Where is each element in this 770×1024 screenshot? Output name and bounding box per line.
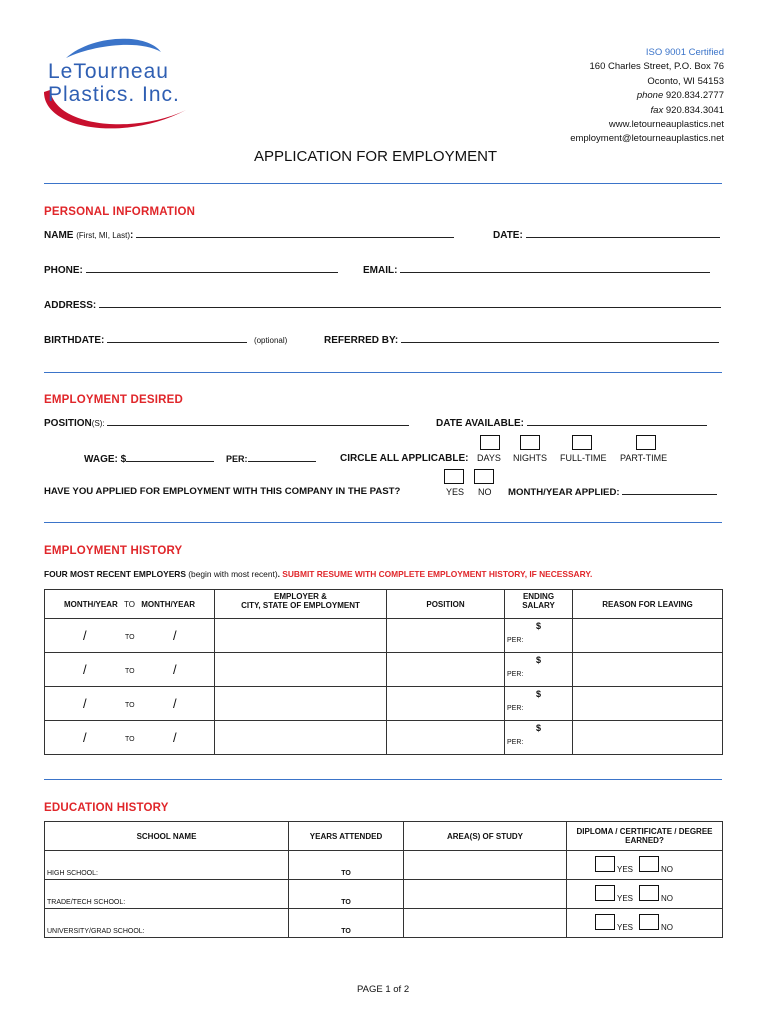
to-slash: / xyxy=(173,730,177,745)
phone-number: 920.834.2777 xyxy=(665,90,724,102)
table-row xyxy=(45,851,723,880)
col-area-of-study: AREA(S) OF STUDY xyxy=(404,822,567,851)
dates-cell[interactable] xyxy=(45,653,215,687)
col-reason: REASON FOR LEAVING xyxy=(573,590,723,619)
school-type: TRADE/TECH SCHOOL: xyxy=(47,899,126,906)
to-label: TO xyxy=(125,668,135,675)
table-row xyxy=(45,653,723,687)
iso-certification: ISO 9001 Certified xyxy=(645,47,724,58)
name-line xyxy=(136,229,454,238)
salary-cell[interactable] xyxy=(505,653,573,687)
intro-red: SUBMIT RESUME WITH COMPLETE EMPLOYMENT HISTORY, IF NECESSARY. xyxy=(282,569,593,579)
date-line xyxy=(526,229,720,238)
phone-line xyxy=(86,264,338,273)
to-label: TO xyxy=(125,736,135,743)
education-heading: EDUCATION HISTORY xyxy=(44,802,169,814)
logo-line1: LeTourneau xyxy=(48,60,169,83)
area-cell[interactable] xyxy=(404,909,567,938)
parttime-checkbox[interactable] xyxy=(636,435,656,450)
wage-per-field[interactable] xyxy=(226,453,316,465)
col-salary-line1: ENDING xyxy=(522,592,555,601)
employer-cell[interactable] xyxy=(215,687,387,721)
col-month-year xyxy=(45,590,215,619)
reason-cell[interactable] xyxy=(573,653,723,687)
wage-line xyxy=(126,453,214,462)
salary-per: PER: xyxy=(507,671,524,678)
salary-per: PER: xyxy=(507,637,524,644)
option-nights: NIGHTS xyxy=(513,453,548,463)
diploma-cell xyxy=(567,851,723,880)
birthdate-label: BIRTHDATE: xyxy=(44,335,105,346)
salary-per: PER: xyxy=(507,739,524,746)
referred-label: REFERRED BY: xyxy=(324,335,399,346)
date-label: DATE: xyxy=(493,230,523,241)
school-cell[interactable] xyxy=(45,851,289,880)
personal-info-heading: PERSONAL INFORMATION xyxy=(44,206,196,218)
diploma-yes-checkbox[interactable] xyxy=(595,856,615,872)
date-available-line xyxy=(527,417,707,426)
to-slash: / xyxy=(173,662,177,677)
col-diploma xyxy=(567,822,723,851)
from-slash: / xyxy=(83,662,87,677)
to-label: TO xyxy=(125,634,135,641)
option-days: DAYS xyxy=(477,453,501,463)
address-label: ADDRESS: xyxy=(44,300,97,311)
email-field[interactable] xyxy=(363,264,710,276)
fax-label: fax xyxy=(650,104,664,116)
school-cell[interactable] xyxy=(45,880,289,909)
dates-cell[interactable] xyxy=(45,721,215,755)
position-cell[interactable] xyxy=(387,687,505,721)
salary-cell[interactable] xyxy=(505,619,573,653)
salary-dollar: $ xyxy=(535,655,541,665)
reason-cell[interactable] xyxy=(573,619,723,653)
intro-bold: FOUR MOST RECENT EMPLOYERS xyxy=(44,569,186,579)
applied-no-checkbox[interactable] xyxy=(474,469,494,484)
diploma-yes-label: YES xyxy=(617,923,634,932)
col-employer-line1: EMPLOYER & xyxy=(274,592,327,601)
diploma-yes-label: YES xyxy=(617,894,634,903)
position-cell[interactable] xyxy=(387,653,505,687)
birthdate-line xyxy=(107,334,247,343)
company-logo xyxy=(36,30,216,140)
school-type: UNIVERSITY/GRAD SCHOOL: xyxy=(47,928,145,935)
email-label: EMAIL: xyxy=(363,265,398,276)
phone-label: phone xyxy=(636,90,664,102)
diploma-yes-label: YES xyxy=(617,865,634,874)
col-salary-line2: SALARY xyxy=(522,601,555,610)
wage-label: WAGE: $ xyxy=(84,454,127,465)
to-label: TO xyxy=(125,702,135,709)
form-title: APPLICATION FOR EMPLOYMENT xyxy=(254,148,498,165)
phone-field[interactable] xyxy=(44,264,338,276)
position-label: POSITION xyxy=(44,418,92,429)
address-line xyxy=(99,299,721,308)
employment-history-table xyxy=(44,589,723,755)
divider xyxy=(44,372,722,373)
employment-history-heading: EMPLOYMENT HISTORY xyxy=(44,545,183,557)
school-cell[interactable] xyxy=(45,909,289,938)
salary-dollar: $ xyxy=(535,723,541,733)
date-field[interactable] xyxy=(493,229,720,241)
divider xyxy=(44,183,722,184)
per-label: PER: xyxy=(226,454,248,464)
salary-dollar: $ xyxy=(535,621,541,631)
company-info xyxy=(570,46,724,147)
company-fax xyxy=(570,104,724,118)
option-fulltime: FULL-TIME xyxy=(560,453,607,463)
optional-note: (optional) xyxy=(253,336,288,345)
col-position: POSITION xyxy=(387,590,505,619)
name-field[interactable]: NAME (First, MI, Last): xyxy=(44,229,454,241)
from-slash: / xyxy=(83,628,87,643)
col-school-name: SCHOOL NAME xyxy=(45,822,289,851)
col-years-attended: YEARS ATTENDED xyxy=(289,822,404,851)
col-employer-line2: CITY, STATE OF EMPLOYMENT xyxy=(241,601,360,610)
circle-label: CIRCLE ALL APPLICABLE: xyxy=(340,453,469,464)
col-to-label: MONTH/YEAR xyxy=(141,599,195,609)
company-address1: 160 Charles Street, P.O. Box 76 xyxy=(589,61,724,73)
reason-cell[interactable] xyxy=(573,687,723,721)
company-website[interactable]: www.letourneauplastics.net xyxy=(608,119,724,131)
salary-dollar: $ xyxy=(535,689,541,699)
diploma-no-checkbox[interactable] xyxy=(639,885,659,901)
date-available-field[interactable] xyxy=(436,417,707,429)
employer-cell[interactable] xyxy=(215,721,387,755)
diploma-cell xyxy=(567,880,723,909)
col-salary xyxy=(505,590,573,619)
employment-desired-heading: EMPLOYMENT DESIRED xyxy=(44,394,184,406)
diploma-cell xyxy=(567,909,723,938)
years-cell[interactable]: TO xyxy=(289,880,404,909)
company-address2: Oconto, WI 54153 xyxy=(647,75,724,87)
intro-dot: . xyxy=(277,569,280,579)
fax-number: 920.834.3041 xyxy=(665,104,724,116)
table-row xyxy=(45,909,723,938)
divider xyxy=(44,522,722,523)
per-line xyxy=(248,453,316,462)
days-checkbox[interactable] xyxy=(480,435,500,450)
table-row xyxy=(45,880,723,909)
position-line xyxy=(107,417,409,426)
col-to-word: TO xyxy=(124,599,135,609)
month-year-applied-field[interactable] xyxy=(508,486,717,498)
page-number: PAGE 1 of 2 xyxy=(357,984,410,995)
col-diploma-line1: DIPLOMA / CERTIFICATE / DEGREE xyxy=(576,827,713,836)
divider xyxy=(44,779,722,780)
employer-cell[interactable] xyxy=(215,619,387,653)
col-employer xyxy=(215,590,387,619)
table-row xyxy=(45,721,723,755)
company-phone xyxy=(570,89,724,103)
diploma-no-checkbox[interactable] xyxy=(639,856,659,872)
from-slash: / xyxy=(83,696,87,711)
diploma-yes-checkbox[interactable] xyxy=(595,914,615,930)
applied-yes-label: YES xyxy=(446,487,465,497)
salary-per: PER: xyxy=(507,705,524,712)
referred-field[interactable] xyxy=(324,334,719,346)
date-available-label: DATE AVAILABLE: xyxy=(436,418,524,429)
company-email[interactable]: employment@letourneauplastics.net xyxy=(570,133,724,145)
dates-cell[interactable] xyxy=(45,687,215,721)
to-slash: / xyxy=(173,696,177,711)
years-cell[interactable]: TO xyxy=(289,909,404,938)
applied-no-label: NO xyxy=(478,487,492,497)
employment-history-intro xyxy=(44,569,592,579)
name-hint: (First, MI, Last) xyxy=(76,231,131,240)
birthdate-field[interactable] xyxy=(44,334,287,346)
salary-cell[interactable] xyxy=(505,687,573,721)
position-field[interactable] xyxy=(44,417,409,429)
employer-cell[interactable] xyxy=(215,653,387,687)
nights-checkbox[interactable] xyxy=(520,435,540,450)
position-cell[interactable] xyxy=(387,721,505,755)
applied-yes-checkbox[interactable] xyxy=(444,469,464,484)
diploma-no-label: NO xyxy=(661,923,673,932)
address-field[interactable] xyxy=(44,299,721,311)
diploma-no-checkbox[interactable] xyxy=(639,914,659,930)
name-label: NAME xyxy=(44,230,74,241)
position-cell[interactable] xyxy=(387,619,505,653)
intro-normal: (begin with most recent) xyxy=(188,569,278,579)
fulltime-checkbox[interactable] xyxy=(572,435,592,450)
referred-line xyxy=(401,334,719,343)
phone-label: PHONE: xyxy=(44,265,83,276)
reason-cell[interactable] xyxy=(573,721,723,755)
col-diploma-line2: EARNED? xyxy=(625,836,664,845)
school-type: HIGH SCHOOL: xyxy=(47,870,98,877)
years-cell[interactable]: TO xyxy=(289,851,404,880)
month-year-applied-line xyxy=(622,486,717,495)
from-slash: / xyxy=(83,730,87,745)
area-cell[interactable] xyxy=(404,851,567,880)
month-year-applied-label: MONTH/YEAR APPLIED: xyxy=(508,487,620,498)
salary-cell[interactable] xyxy=(505,721,573,755)
applied-question: HAVE YOU APPLIED FOR EMPLOYMENT WITH THIS COMPANY IN THE PAST? xyxy=(44,486,401,497)
email-line xyxy=(400,264,710,273)
col-from-label: MONTH/YEAR xyxy=(64,599,118,609)
to-slash: / xyxy=(173,628,177,643)
option-parttime: PART-TIME xyxy=(620,453,668,463)
dates-cell[interactable] xyxy=(45,619,215,653)
position-suffix: (S): xyxy=(91,419,105,428)
table-row xyxy=(45,687,723,721)
table-row xyxy=(45,619,723,653)
wage-field[interactable] xyxy=(84,453,214,465)
diploma-no-label: NO xyxy=(661,894,673,903)
area-cell[interactable] xyxy=(404,880,567,909)
diploma-yes-checkbox[interactable] xyxy=(595,885,615,901)
logo-line2: Plastics. Inc. xyxy=(48,83,180,106)
diploma-no-label: NO xyxy=(661,865,673,874)
education-table xyxy=(44,821,723,938)
